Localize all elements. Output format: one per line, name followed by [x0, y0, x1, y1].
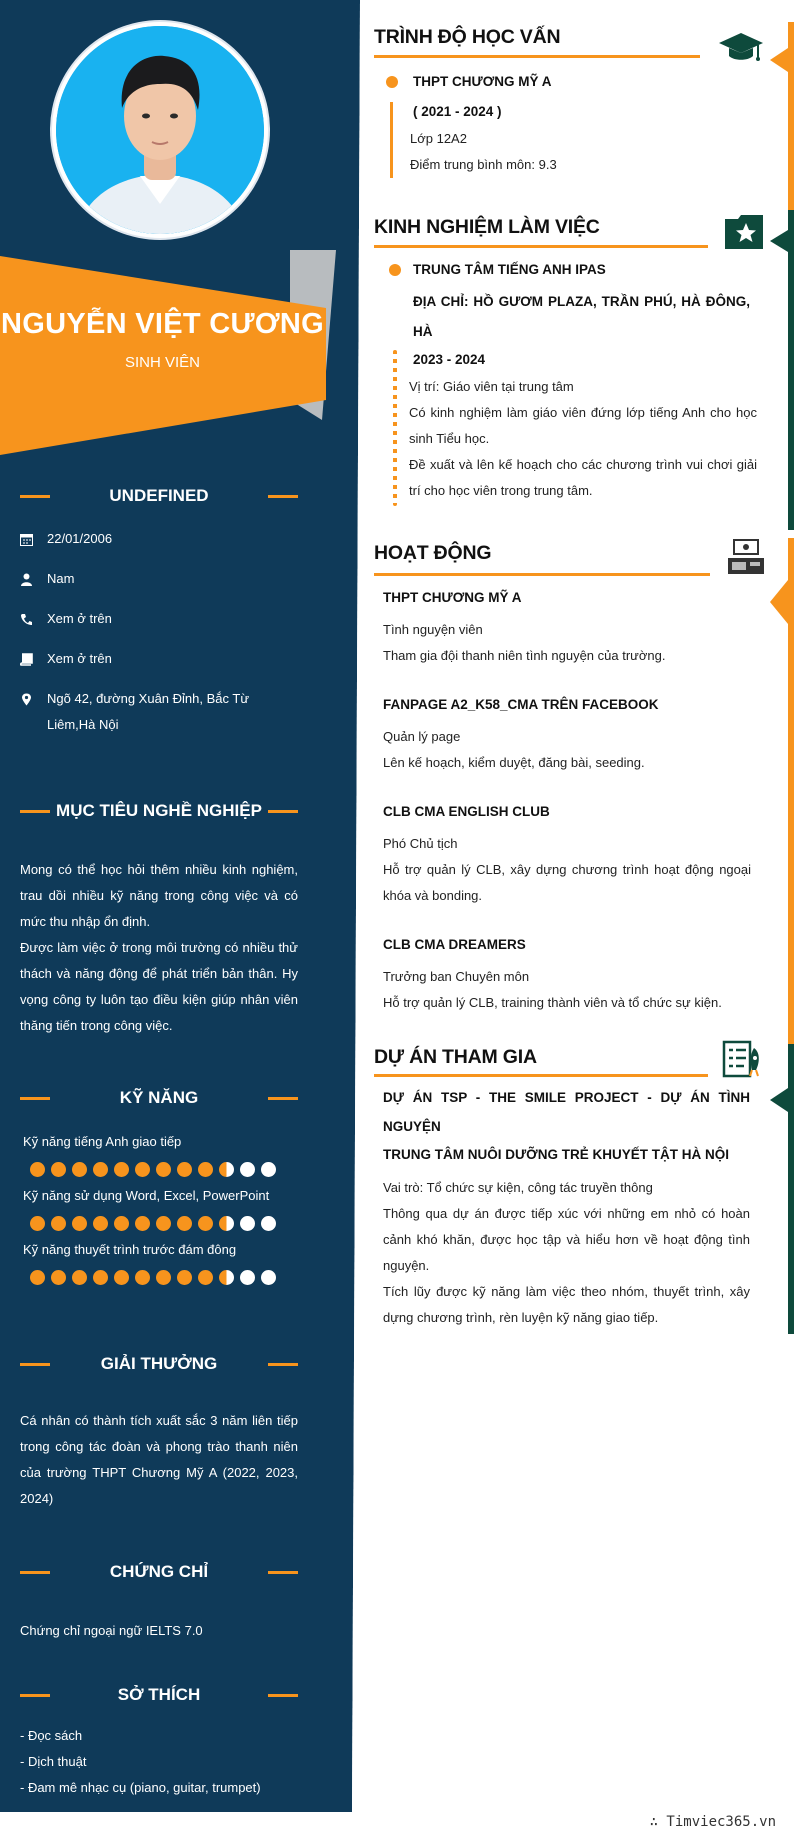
email-row: Xem ở trên: [20, 646, 298, 672]
activity-description: Lên kế hoạch, kiểm duyệt, đăng bài, seeding.: [383, 755, 645, 770]
certificates-heading: CHỨNG CHỈ: [20, 1560, 298, 1584]
address-row: Ngõ 42, đường Xuân Đỉnh, Bắc Từ Liêm,Hà Nội: [20, 686, 298, 738]
rating-dot: [240, 1162, 255, 1177]
list-item: - Đọc sách: [20, 1728, 83, 1743]
hobbies-list: [20, 1723, 298, 1801]
rating-dot: [198, 1270, 213, 1285]
accent-bar: [788, 210, 794, 530]
project-org: TRUNG TÂM NUÔI DƯỠNG TRẺ KHUYẾT TẬT HÀ NỘI: [383, 1147, 729, 1162]
rating-dot: [93, 1162, 108, 1177]
rating-dot: [135, 1216, 150, 1231]
activities-heading: HOẠT ĐỘNG: [374, 542, 492, 564]
rating-dot: [135, 1162, 150, 1177]
activity-org: FANPAGE A2_K58_CMA TRÊN FACEBOOK: [383, 697, 659, 712]
calendar-icon: [20, 526, 47, 552]
awards-heading: GIẢI THƯỞNG: [20, 1352, 298, 1376]
rating-dot: [51, 1216, 66, 1231]
rating-dot: [72, 1162, 87, 1177]
project-title: DỰ ÁN TSP - THE SMILE PROJECT - DỰ ÁN TÌNH NGUYỆN: [383, 1090, 750, 1134]
birthdate-row: 22/01/2006: [20, 526, 298, 552]
school-name: THPT CHƯƠNG MỸ A: [413, 74, 552, 89]
project-description: Thông qua dự án được tiếp xúc với những em nhỏ có hoàn cảnh khó khăn, được học tập và hiểu hơn về hoạt động tình nguyện. Tích lũy được kỹ năng làm việc theo nhóm, thuyết trình, xây dựng chương trình, rèn luyện kỹ năng giao tiếp.: [383, 1206, 750, 1325]
activity-role: Tình nguyện viên: [383, 622, 483, 637]
accent-bar: [788, 1044, 794, 1334]
rating-dot: [114, 1270, 129, 1285]
timeline-bullet: [386, 76, 398, 88]
experience-description: Có kinh nghiệm làm giáo viên đứng lớp tiếng Anh cho học sinh Tiểu học. Đề xuất và lên kế hoạch cho các chương trình vui chơi giải trí cho học viên trong trung tâm.: [409, 405, 757, 498]
skill-rating: [30, 1216, 276, 1231]
activity-machine-icon: [726, 538, 766, 583]
folder-star-icon: [724, 214, 764, 255]
accent-arrow: [770, 580, 788, 624]
certificates-text: Chứng chỉ ngoại ngữ IELTS 7.0: [20, 1623, 203, 1638]
email-icon: [20, 646, 47, 672]
candidate-name: NGUYỄN VIỆT CƯƠNG: [1, 308, 324, 340]
list-item: - Dịch thuật: [20, 1754, 87, 1769]
rating-dot: [114, 1162, 129, 1177]
heading-underline: [374, 1074, 708, 1077]
project-role: Vai trò: Tổ chức sự kiện, công tác truyền thông: [383, 1180, 653, 1195]
rating-dot: [198, 1162, 213, 1177]
objective-text: Mong có thể học hỏi thêm nhiều kinh nghiệm, trau dồi nhiều kỹ năng trong công việc và có mức thu nhập ổn định. Được làm việc ở trong môi trường có nhiều thử thách và năng động để phát triển bản thân. Hy vọng công ty luôn tạo điều kiện giúp nhân viên thăng tiến trong công việc.: [20, 862, 298, 1033]
experience-period: 2023 - 2024: [413, 352, 486, 367]
job-title: SINH VIÊN: [124, 354, 200, 371]
avatar: [52, 22, 268, 238]
education-gpa: Điểm trung bình môn: 9.3: [410, 157, 557, 172]
rating-dot: [93, 1216, 108, 1231]
experience-heading: KINH NGHIỆM LÀM VIỆC: [374, 216, 600, 238]
person-icon: [20, 566, 47, 592]
rating-dot: [240, 1270, 255, 1285]
location-pin-icon: [20, 686, 47, 738]
gender-row: Nam: [20, 566, 298, 592]
rating-dot: [51, 1270, 66, 1285]
rating-dot: [261, 1216, 276, 1231]
education-class: Lớp 12A2: [410, 131, 467, 146]
rating-dot: [156, 1270, 171, 1285]
rating-dot: [219, 1216, 234, 1231]
rating-dot: [177, 1270, 192, 1285]
education-period: ( 2021 - 2024 ): [413, 104, 502, 119]
phone-row: Xem ở trên: [20, 606, 298, 632]
skill-rating: [30, 1162, 276, 1177]
education-heading: TRÌNH ĐỘ HỌC VẤN: [374, 26, 561, 48]
activity-role: Trưởng ban Chuyên môn: [383, 969, 530, 984]
objective-heading: MỤC TIÊU NGHỀ NGHIỆP: [20, 799, 298, 823]
rating-dot: [114, 1216, 129, 1231]
rating-dot: [240, 1216, 255, 1231]
rating-dot: [219, 1162, 234, 1177]
graduation-cap-icon: [718, 32, 764, 67]
timeline-line: [390, 102, 393, 178]
rating-dot: [177, 1216, 192, 1231]
skill-name: Kỹ năng thuyết trình trước đám đông: [23, 1242, 237, 1257]
rating-dot: [72, 1216, 87, 1231]
company-address: ĐỊA CHỈ: HỒ GƯƠM PLAZA, TRẦN PHÚ, HÀ ĐÔNG, HÀ: [413, 294, 750, 339]
phone-icon: [20, 606, 47, 632]
rating-dot: [72, 1270, 87, 1285]
activity-role: Quản lý page: [383, 729, 461, 744]
accent-arrow: [770, 1088, 788, 1112]
brand-watermark: ∴ Timviec365.vn: [649, 1814, 776, 1830]
activity-org: CLB CMA ENGLISH CLUB: [383, 804, 550, 819]
projects-heading: DỰ ÁN THAM GIA: [374, 1046, 537, 1068]
rating-dot: [51, 1162, 66, 1177]
skills-heading: KỸ NĂNG: [20, 1086, 298, 1110]
accent-arrow: [770, 230, 788, 252]
rating-dot: [261, 1162, 276, 1177]
timeline-bullet: [389, 264, 401, 276]
accent-bar: [788, 538, 794, 1044]
experience-position: Vị trí: Giáo viên tại trung tâm: [409, 379, 574, 394]
awards-text: Cá nhân có thành tích xuất sắc 3 năm liên tiếp trong công tác đoàn và phong trào thanh niên của trường THPT Chương Mỹ A (2022, 2023, 2024): [20, 1413, 298, 1506]
accent-arrow: [770, 48, 788, 72]
heading-underline: [374, 55, 700, 58]
rating-dot: [156, 1162, 171, 1177]
activity-org: CLB CMA DREAMERS: [383, 937, 526, 952]
activity-description: Tham gia đội thanh niên tình nguyện của trường.: [383, 648, 666, 663]
skill-name: Kỹ năng tiếng Anh giao tiếp: [23, 1134, 182, 1149]
rating-dot: [93, 1270, 108, 1285]
rating-dot: [30, 1162, 45, 1177]
rating-dot: [156, 1216, 171, 1231]
rating-dot: [177, 1162, 192, 1177]
rating-dot: [30, 1216, 45, 1231]
timeline-line: [393, 350, 397, 506]
rating-dot: [219, 1270, 234, 1285]
activity-description: Hỗ trợ quản lý CLB, xây dựng chương trình hoạt động ngoại khóa và bonding.: [383, 862, 751, 903]
skill-name: Kỹ năng sử dụng Word, Excel, PowerPoint: [23, 1188, 270, 1203]
project-checklist-icon: [722, 1040, 764, 1085]
heading-underline: [374, 573, 710, 576]
rating-dot: [135, 1270, 150, 1285]
list-item: - Đam mê nhạc cụ (piano, guitar, trumpet): [20, 1780, 261, 1795]
rating-dot: [198, 1216, 213, 1231]
rating-dot: [30, 1270, 45, 1285]
rating-dot: [261, 1270, 276, 1285]
company-name: TRUNG TÂM TIẾNG ANH IPAS: [413, 262, 606, 277]
skill-rating: [30, 1270, 276, 1285]
contact-heading: UNDEFINED: [20, 484, 298, 508]
activity-role: Phó Chủ tịch: [383, 836, 458, 851]
hobbies-heading: SỞ THÍCH: [20, 1683, 298, 1707]
activity-org: THPT CHƯƠNG MỸ A: [383, 590, 522, 605]
activity-description: Hỗ trợ quản lý CLB, training thành viên và tổ chức sự kiện.: [383, 995, 722, 1010]
heading-underline: [374, 245, 708, 248]
